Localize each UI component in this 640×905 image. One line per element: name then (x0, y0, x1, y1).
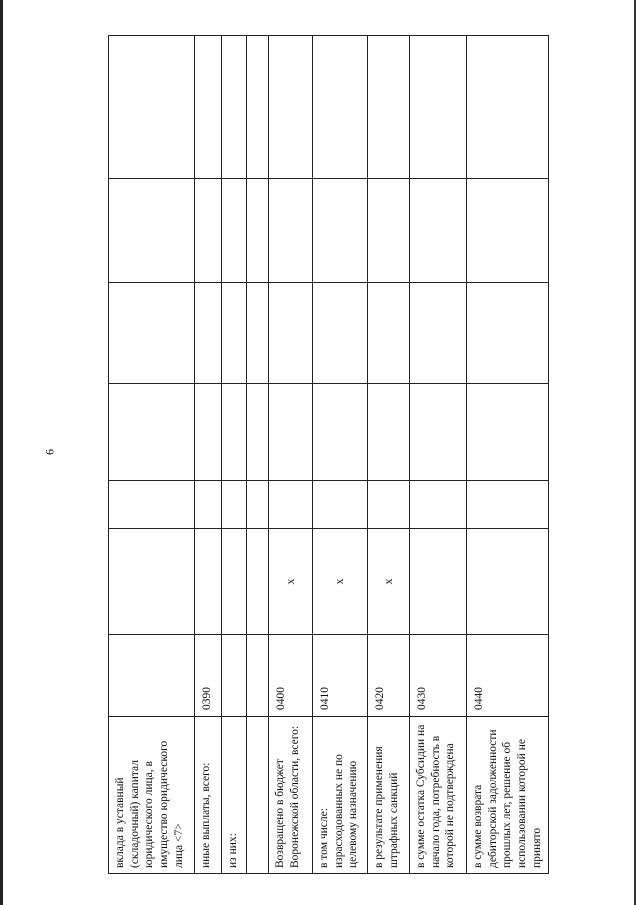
row-mark: x (368, 529, 410, 635)
value-cell (313, 36, 368, 179)
value-cell (195, 481, 222, 529)
value-cell (195, 283, 222, 384)
row-code: 0390 (195, 635, 222, 717)
value-cell (410, 36, 467, 179)
value-cell (222, 384, 247, 481)
value-cell (195, 36, 222, 179)
value-cell (269, 384, 313, 481)
row-label-of-which: из них: (222, 717, 247, 874)
value-cell (109, 36, 195, 179)
row-mark (467, 529, 549, 635)
value-cell (222, 481, 247, 529)
table-row (410, 36, 467, 874)
row-mark (195, 529, 222, 635)
row-label-penalties: в результате применения штрафных санкций (368, 717, 410, 874)
scan-left-edge (0, 0, 3, 905)
value-cell (313, 384, 368, 481)
row-code (222, 635, 247, 717)
value-cell (109, 283, 195, 384)
value-cell (467, 283, 549, 384)
row-code: 0430 (410, 635, 467, 717)
row-label-returned-to-budget: Возвращено в бюджет Воронежской области, всего: (269, 717, 313, 874)
value-cell (269, 283, 313, 384)
table-row (247, 36, 269, 874)
row-code: 0420 (368, 635, 410, 717)
value-cell (410, 283, 467, 384)
value-cell (313, 283, 368, 384)
row-code (109, 635, 195, 717)
table-row (109, 36, 195, 874)
row-mark: x (269, 529, 313, 635)
value-cell (467, 179, 549, 283)
value-cell (368, 36, 410, 179)
table-row (222, 36, 247, 874)
value-cell (195, 384, 222, 481)
table-row (269, 36, 313, 874)
value-cell (410, 481, 467, 529)
row-label-blank (247, 717, 269, 874)
value-cell (269, 36, 313, 179)
value-cell (109, 384, 195, 481)
value-cell (368, 481, 410, 529)
value-cell (368, 179, 410, 283)
rotated-report-table (108, 36, 543, 874)
row-code (247, 635, 269, 717)
value-cell (313, 179, 368, 283)
row-label-contribution: вклада в уставный (складочный) капитал юридического лица, в имущество юридического лица <7> (109, 717, 195, 874)
row-mark (247, 529, 269, 635)
value-cell (313, 481, 368, 529)
row-code: 0410 (313, 635, 368, 717)
row-code: 0400 (269, 635, 313, 717)
value-cell (368, 283, 410, 384)
value-cell (247, 384, 269, 481)
value-cell (109, 481, 195, 529)
row-mark (410, 529, 467, 635)
table-row (313, 36, 368, 874)
row-mark: x (313, 529, 368, 635)
row-label-unconfirmed-balance: в сумме остатка Субсидии на начало года, потребность в которой не подтверждена (410, 717, 467, 874)
value-cell (269, 481, 313, 529)
value-cell (410, 179, 467, 283)
value-cell (410, 384, 467, 481)
row-mark (222, 529, 247, 635)
value-cell (247, 283, 269, 384)
report-table (108, 35, 549, 874)
row-label-other-payments: иные выплаты, всего: (195, 717, 222, 874)
value-cell (222, 179, 247, 283)
value-cell (467, 36, 549, 179)
value-cell (467, 481, 549, 529)
row-label-misused: в том числе: израсходованных не по целевому назначению (313, 717, 368, 874)
scan-right-edge (634, 0, 636, 905)
value-cell (247, 179, 269, 283)
table-row (368, 36, 410, 874)
value-cell (467, 384, 549, 481)
value-cell (269, 179, 313, 283)
table-row (195, 36, 222, 874)
value-cell (247, 481, 269, 529)
value-cell (195, 179, 222, 283)
value-cell (368, 384, 410, 481)
row-mark (109, 529, 195, 635)
table-row (467, 36, 549, 874)
row-code: 0440 (467, 635, 549, 717)
value-cell (222, 36, 247, 179)
value-cell (222, 283, 247, 384)
page-number: 6 (42, 449, 57, 455)
value-cell (247, 36, 269, 179)
value-cell (109, 179, 195, 283)
row-label-receivables-return: в сумме возврата дебиторской задолженности прошлых лет, решение об использовании которой не принято (467, 717, 549, 874)
